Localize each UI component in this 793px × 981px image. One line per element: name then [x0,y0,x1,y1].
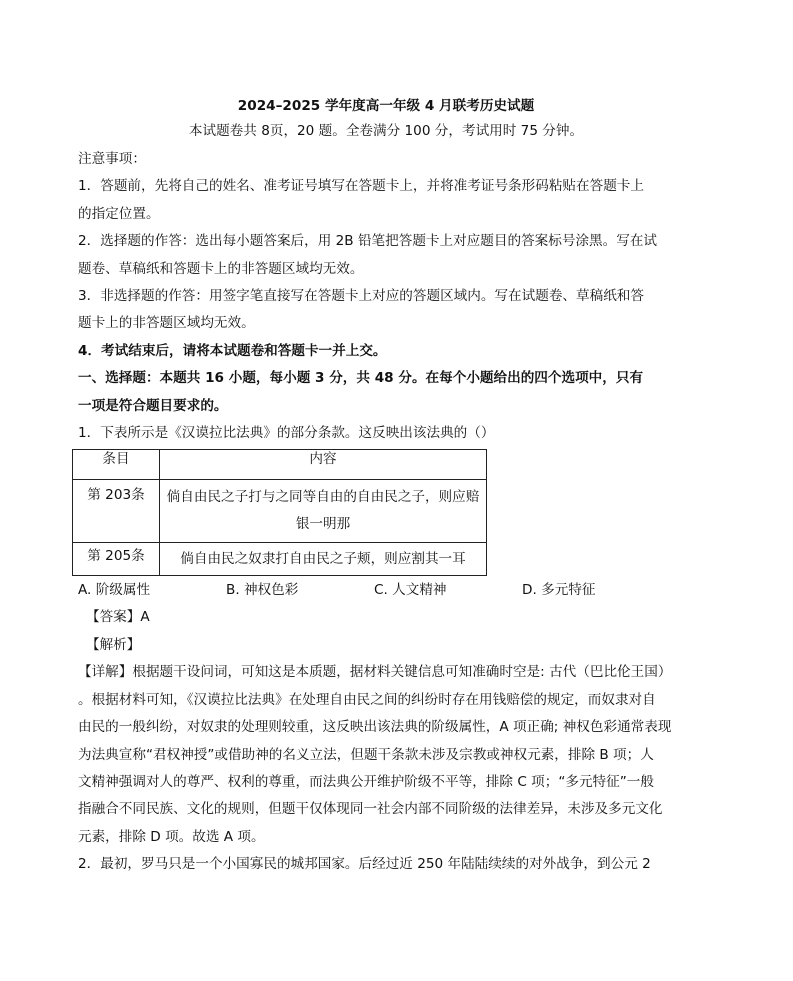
table-cell-content [160,480,487,543]
analysis-label: 【解析】 [86,636,141,653]
table-cell-item: 第 203条 [73,480,160,543]
note-line: 题卡上的非答题区域均无效。 [78,315,255,332]
table-cell-text: 银一明那 [295,516,351,533]
detail-line: 指融合不同民族、文化的规则，但题干仅体现同一社会内部不同阶级的法律差异，未涉及多元文化 [78,801,663,818]
note-line: 的指定位置。 [78,205,160,222]
law-articles-table [72,449,487,576]
table-cell-content [160,543,487,576]
section-heading: 一、选择题：本题共 16 小题，每小题 3 分，共 48 分。在每个小题给出的四个选项中，只有 [78,370,644,387]
note-line: 3．非选择题的作答：用签字笔直接写在答题卡上对应的答题区域内。写在试题卷、草稿纸和答 [78,288,644,305]
option-d[interactable]: D. 多元特征 [522,582,596,599]
detail-line: 【详解】根据题干设问词，可知这是本质题，据材料关键信息可知准确时空是: 古代（巴比伦王国） [78,664,672,681]
exam-title: 2024–2025 学年度高一年级 4 月联考历史试题 [237,98,535,114]
detail-line: 。根据材料可知，《汉谟拉比法典》在处理自由民之间的纠纷时存在用钱赔偿的规定，而奴隶对自 [78,691,656,708]
detail-line: 由民的一般纠纷，对奴隶的处理则较重，这反映出该法典的阶级属性，A 项正确; 神权色彩通常表现 [78,719,672,736]
table-row [73,480,487,543]
detail-line: 文精神强调对人的尊严、权利的尊重，而法典公开维护阶级不平等，排除 C 项；“多元特征”一般 [78,773,654,790]
table-cell-text: 倘自由民之子打与之同等自由的自由民之子，则应赔 [166,489,480,506]
section-heading-cont: 一项是符合题目要求的。 [78,397,228,414]
table-row [73,543,487,576]
question-2-stem: 2．最初，罗马只是一个小国寡民的城邦国家。后经过近 250 年陆陆续续的对外战争，到公元 2 [78,856,651,873]
question-1-stem: 1．下表所示是《汉谟拉比法典》的部分条款。这反映出该法典的（） [78,425,495,442]
option-b[interactable]: B. 神权色彩 [226,582,299,599]
note-line: 题卷、草稿纸和答题卡上的非答题区域均无效。 [78,260,364,277]
table-header-item: 条目 [73,450,160,480]
option-a[interactable]: A. 阶级属性 [78,582,151,599]
table-header-row [73,450,487,480]
exam-content [78,96,694,879]
option-c[interactable]: C. 人文精神 [374,582,447,599]
exam-subtitle: 本试题卷共 8页，20 题。全卷满分 100 分，考试用时 75 分钟。 [188,123,584,139]
note-line: 4．考试结束后，请将本试题卷和答题卡一并上交。 [78,342,387,359]
detail-line: 为法典宣称“君权神授”或借助神的名义立法，但题干条款未涉及宗教或神权元素，排除 B 项；人 [78,746,654,763]
detail-line: 元素，排除 D 项。故选 A 项。 [78,828,265,845]
table-cell-item: 第 205条 [73,543,160,576]
table-cell-text: 倘自由民之奴隶打自由民之子颊，则应割其一耳 [180,550,466,567]
table-header-content: 内容 [160,450,487,480]
note-line: 2．选择题的作答：选出每小题答案后，用 2B 铅笔把答题卡上对应题目的答案标号涂黑。写在试 [78,233,658,250]
answer-label: 【答案】A [86,609,150,626]
note-line: 1．答题前，先将自己的姓名、准考证号填写在答题卡上，并将准考证号条形码粘贴在答题卡上 [78,178,644,195]
question-1-options [78,577,694,604]
notes-heading: 注意事项： [78,151,146,167]
